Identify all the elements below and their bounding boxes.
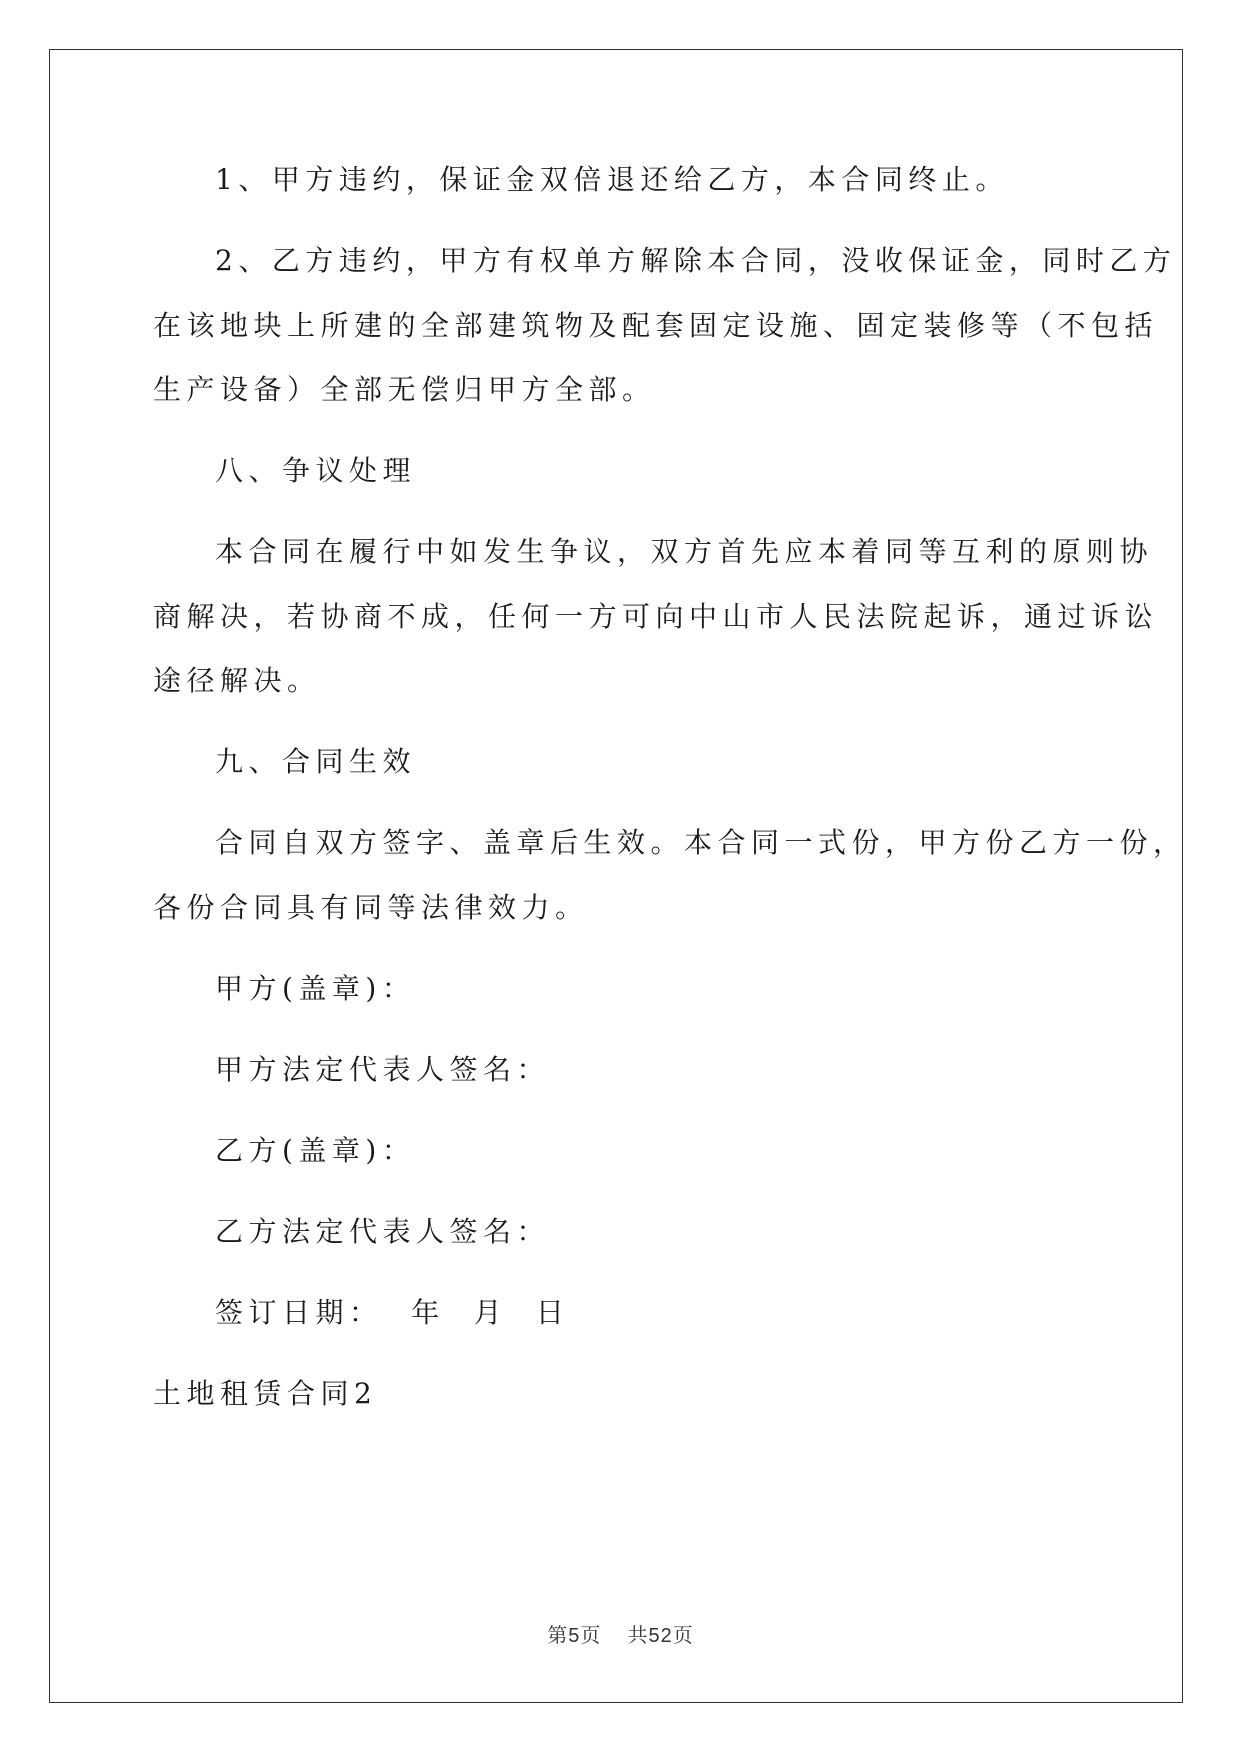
page-total: 52 bbox=[648, 1625, 673, 1647]
party-b-representative: 乙方法定代表人签名： bbox=[215, 1215, 551, 1248]
paragraph-clause-2-line-3: 生产设备）全部无偿归甲方全部。 bbox=[153, 373, 656, 406]
signing-date: 签订日期： 年 月 日 bbox=[215, 1296, 570, 1329]
paragraph-clause-1: 1、甲方违约，保证金双倍退还给乙方，本合同终止。 bbox=[215, 163, 1009, 196]
party-b-seal: 乙方(盖章)： bbox=[215, 1134, 416, 1167]
next-contract-title: 土地租赁合同2 bbox=[153, 1377, 378, 1410]
paragraph-clause-2-line-2: 在该地块上所建的全部建筑物及配套固定设施、固定装修等（不包括 bbox=[153, 309, 1159, 342]
paragraph-dispute-line-2: 商解决，若协商不成，任何一方可向中山市人民法院起诉，通过诉讼 bbox=[153, 600, 1159, 633]
total-suffix: 页 bbox=[672, 1625, 694, 1647]
paragraph-effect-line-1: 合同自双方签字、盖章后生效。本合同一式份，甲方份乙方一份， bbox=[215, 826, 1187, 859]
page-prefix: 第 bbox=[547, 1625, 569, 1647]
party-a-representative: 甲方法定代表人签名： bbox=[215, 1053, 551, 1086]
paragraph-effect-line-2: 各份合同具有同等法律效力。 bbox=[153, 891, 589, 924]
paragraph-dispute-line-3: 途径解决。 bbox=[153, 664, 321, 697]
page-footer bbox=[0, 1619, 1241, 1648]
total-prefix: 共 bbox=[627, 1625, 649, 1647]
section-heading-effect: 九、合同生效 bbox=[215, 745, 417, 778]
page-current: 5 bbox=[568, 1625, 581, 1647]
page-suffix: 页 bbox=[580, 1625, 602, 1647]
paragraph-dispute-line-1: 本合同在履行中如发生争议，双方首先应本着同等互利的原则协 bbox=[215, 535, 1154, 568]
section-heading-dispute: 八、争议处理 bbox=[215, 454, 417, 487]
page-border bbox=[49, 49, 1183, 1703]
party-a-seal: 甲方(盖章)： bbox=[215, 972, 416, 1005]
paragraph-clause-2-line-1: 2、乙方违约，甲方有权单方解除本合同，没收保证金，同时乙方 bbox=[215, 244, 1177, 277]
